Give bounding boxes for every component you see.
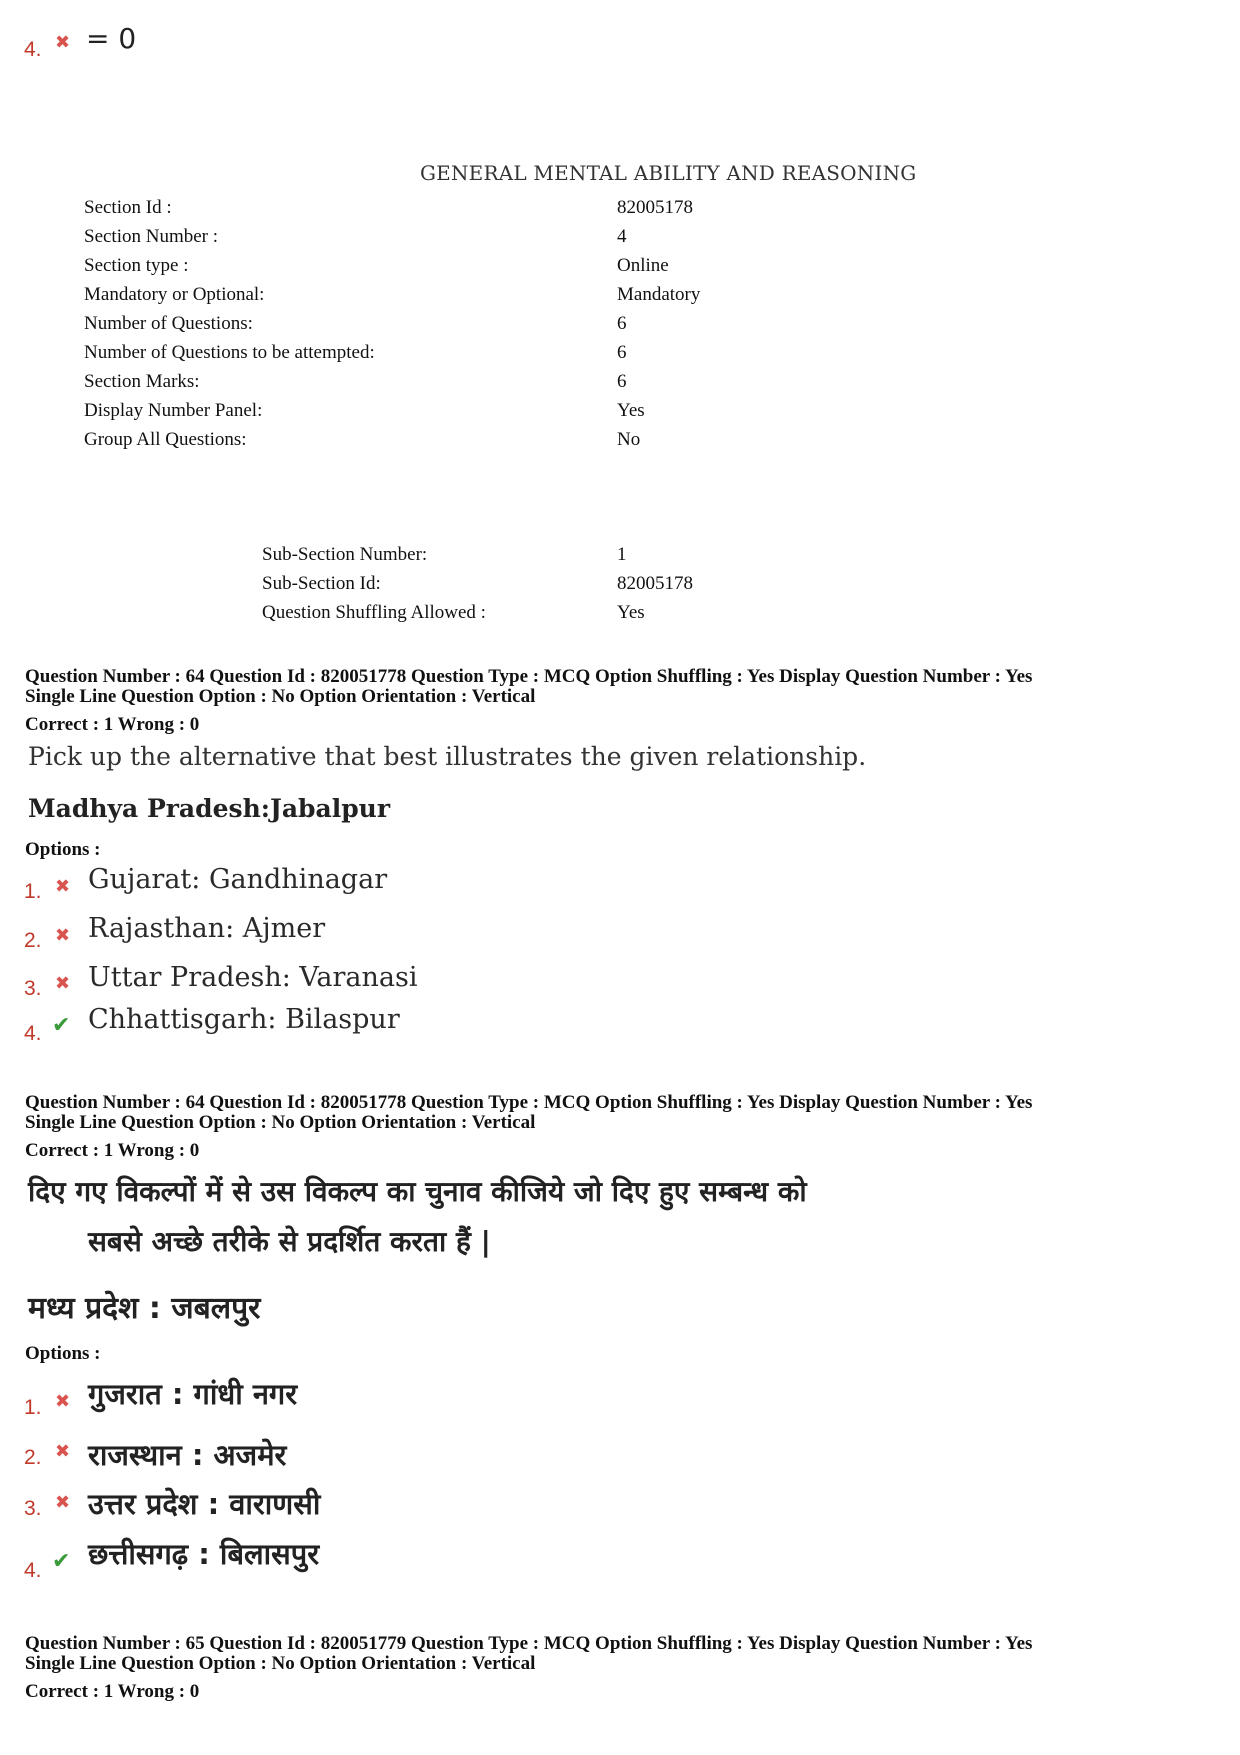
question-text: सबसे अच्छे तरीके से प्रदर्शित करता हैं | [88,1225,491,1258]
question-text: दिए गए विकल्पों में से उस विकल्प का चुनाव कीजिये जो दिए हुए सम्बन्ध को [28,1175,807,1208]
section-label: Section Number : [84,226,219,247]
option-text: = 0 [86,22,137,55]
section-value: Online [617,255,669,276]
option-text: Rajasthan: Ajmer [88,913,326,944]
section-label: Group All Questions: [84,429,247,450]
cross-icon: ✖ [55,876,71,897]
section-label: Section Id : [84,197,172,218]
section-label: Section Marks: [84,371,200,392]
check-icon: ✔ [52,1549,71,1574]
option-text: Gujarat: Gandhinagar [88,864,388,895]
option-text: Uttar Pradesh: Varanasi [88,962,418,993]
question-meta: Single Line Question Option : No Option Orientation : Vertical [25,686,536,707]
option-number: 4. [24,38,42,61]
subsection-label: Sub-Section Number: [262,544,428,565]
question-marks: Correct : 1 Wrong : 0 [25,714,200,735]
cross-icon: ✖ [55,973,71,994]
cross-icon: ✖ [55,1391,71,1412]
options-label: Options : [25,839,101,860]
section-value: No [617,429,641,450]
question-meta: Question Number : 65 Question Id : 820051779 Question Type : MCQ Option Shuffling : Yes Display Question Number : Yes [25,1633,1033,1654]
option-text: Chhattisgarh: Bilaspur [88,1004,400,1035]
option-number: 2. [24,929,42,952]
question-meta: Question Number : 64 Question Id : 820051778 Question Type : MCQ Option Shuffling : Yes Display Question Number : Yes [25,1092,1033,1113]
question-marks: Correct : 1 Wrong : 0 [25,1681,200,1702]
option-text: छत्तीसगढ़ : बिलासपुर [88,1537,320,1571]
option-text: गुजरात : गांधी नगर [88,1377,298,1411]
question-meta: Question Number : 64 Question Id : 820051778 Question Type : MCQ Option Shuffling : Yes Display Question Number : Yes [25,666,1033,687]
section-title: GENERAL MENTAL ABILITY AND REASONING [420,161,917,185]
section-label: Mandatory or Optional: [84,284,265,305]
section-value: 82005178 [617,197,693,218]
cross-icon: ✖ [55,32,71,53]
option-number: 1. [24,880,42,903]
section-value: 4 [617,226,627,247]
section-label: Number of Questions: [84,313,253,334]
section-value: Yes [617,400,645,421]
section-value: 6 [617,342,627,363]
section-label: Display Number Panel: [84,400,263,421]
option-number: 1. [24,1396,42,1419]
subsection-value: 1 [617,544,627,565]
section-value: 6 [617,371,627,392]
question-meta: Single Line Question Option : No Option Orientation : Vertical [25,1112,536,1133]
section-value: 6 [617,313,627,334]
question-relationship: मध्य प्रदेश : जबलपुर [28,1291,261,1326]
option-number: 2. [24,1446,42,1469]
option-number: 4. [24,1559,42,1582]
question-relationship: Madhya Pradesh:Jabalpur [28,794,391,823]
subsection-label: Question Shuffling Allowed : [262,602,486,623]
option-number: 3. [24,977,42,1000]
option-text: उत्तर प्रदेश : वाराणसी [88,1487,321,1521]
subsection-label: Sub-Section Id: [262,573,381,594]
section-value: Mandatory [617,284,701,305]
subsection-value: 82005178 [617,573,693,594]
option-number: 4. [24,1022,42,1045]
section-label: Number of Questions to be attempted: [84,342,375,363]
options-label: Options : [25,1343,101,1364]
check-icon: ✔ [52,1013,71,1038]
question-text: Pick up the alternative that best illustrates the given relationship. [28,742,867,771]
cross-icon: ✖ [55,1441,71,1462]
question-marks: Correct : 1 Wrong : 0 [25,1140,200,1161]
option-number: 3. [24,1497,42,1520]
cross-icon: ✖ [55,1492,71,1513]
cross-icon: ✖ [55,925,71,946]
question-meta: Single Line Question Option : No Option Orientation : Vertical [25,1653,536,1674]
option-text: राजस्थान : अजमेर [88,1438,287,1472]
subsection-value: Yes [617,602,645,623]
section-label: Section type : [84,255,189,276]
